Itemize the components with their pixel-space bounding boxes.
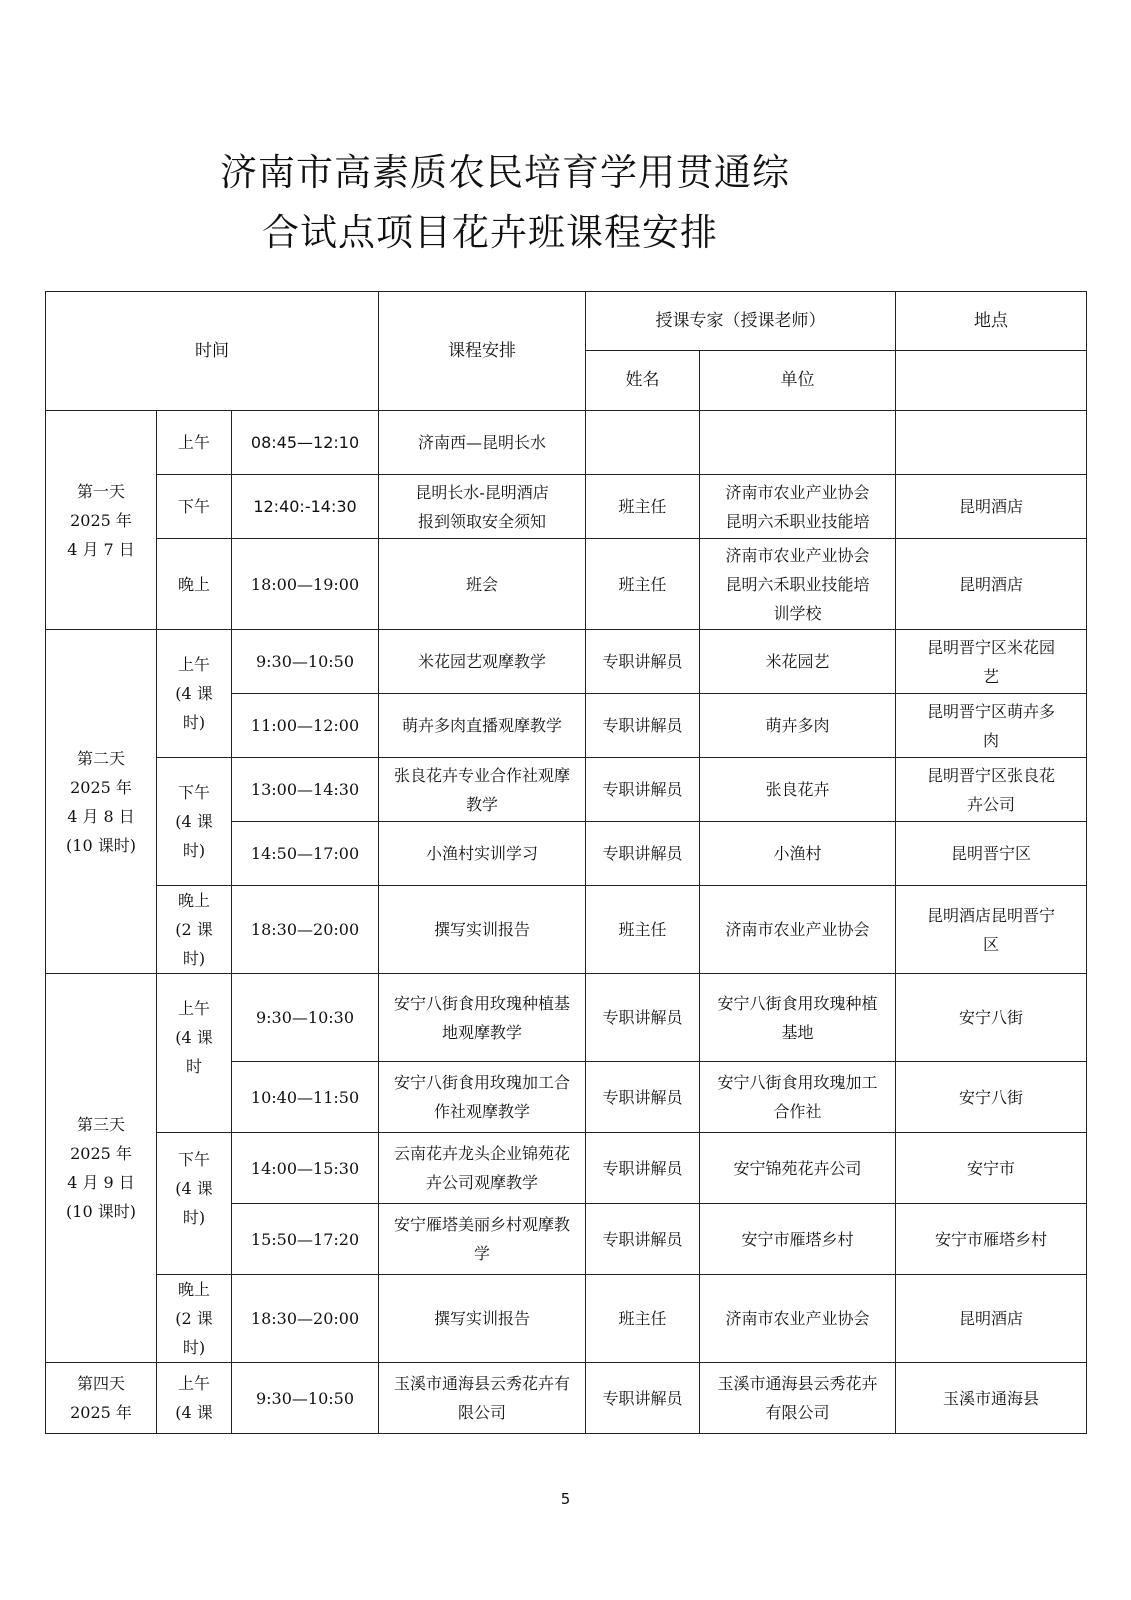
course-cell: 撰写实训报告 [379,886,586,974]
name-cell: 班主任 [586,886,700,974]
day-label: 第四天 2025 年 [46,1363,157,1434]
table-row [46,411,1087,475]
period-cell: 上午 [157,411,232,475]
location-cell: 安宁八街 [896,974,1087,1062]
course-cell: 昆明长水-昆明酒店 报到领取安全须知 [379,475,586,539]
location-cell: 安宁八街 [896,1062,1087,1133]
time-cell: 9:30—10:50 [232,630,379,694]
name-cell: 专职讲解员 [586,1133,700,1204]
location-cell: 昆明酒店 [896,1275,1087,1363]
period-cell: 晚上 (2 课 时) [157,886,232,974]
day-label: 第一天 2025 年 4 月 7 日 [46,411,157,630]
table-row [46,630,1087,694]
table-row [46,974,1087,1062]
document-title-line2: 合试点项目花卉班课程安排 [262,211,718,254]
unit-cell: 安宁市雁塔乡村 [700,1204,896,1275]
table-row [46,758,1087,822]
header-time: 时间 [46,292,379,411]
unit-cell: 玉溪市通海县云秀花卉 有限公司 [700,1363,896,1434]
table-row [46,539,1087,630]
day-label: 第二天 2025 年 4 月 8 日 (10 课时) [46,630,157,974]
course-cell: 安宁雁塔美丽乡村观摩教 学 [379,1204,586,1275]
unit-cell: 安宁八街食用玫瑰种植 基地 [700,974,896,1062]
time-cell: 13:00—14:30 [232,758,379,822]
time-cell: 12:40:-14:30 [232,475,379,539]
period-cell: 下午 (4 课 时) [157,758,232,886]
unit-cell: 济南市农业产业协会 昆明六禾职业技能培 训学校 [700,539,896,630]
time-cell: 9:30—10:30 [232,974,379,1062]
day-label: 第三天 2025 年 4 月 9 日 (10 课时) [46,974,157,1363]
page-number: 5 [560,1490,571,1508]
header-location: 地点 [896,292,1087,351]
location-cell [896,411,1087,475]
table-row [46,886,1087,974]
name-cell: 专职讲解员 [586,974,700,1062]
course-cell: 班会 [379,539,586,630]
header-name: 姓名 [586,351,700,411]
table-row [46,1133,1087,1204]
period-cell: 晚上 [157,539,232,630]
name-cell: 专职讲解员 [586,694,700,758]
course-cell: 玉溪市通海县云秀花卉有 限公司 [379,1363,586,1434]
location-cell: 昆明晋宁区萌卉多 肉 [896,694,1087,758]
location-cell: 安宁市雁塔乡村 [896,1204,1087,1275]
course-cell: 安宁八街食用玫瑰种植基 地观摩教学 [379,974,586,1062]
location-cell: 昆明酒店 [896,539,1087,630]
time-cell: 11:00—12:00 [232,694,379,758]
table-row [46,1363,1087,1434]
location-cell: 玉溪市通海县 [896,1363,1087,1434]
period-cell: 上午 (4 课 [157,1363,232,1434]
period-cell: 下午 [157,475,232,539]
course-cell: 济南西—昆明长水 [379,411,586,475]
course-cell: 米花园艺观摩教学 [379,630,586,694]
unit-cell: 济南市农业产业协会 昆明六禾职业技能培 [700,475,896,539]
name-cell: 专职讲解员 [586,822,700,886]
time-cell: 08:45—12:10 [232,411,379,475]
course-cell: 小渔村实训学习 [379,822,586,886]
course-cell: 安宁八街食用玫瑰加工合 作社观摩教学 [379,1062,586,1133]
period-cell: 下午 (4 课 时) [157,1133,232,1275]
header-expert: 授课专家（授课老师） [586,292,896,351]
time-cell: 10:40—11:50 [232,1062,379,1133]
location-cell: 昆明酒店 [896,475,1087,539]
document-title-line1: 济南市高素质农民培育学用贯通综 [220,151,790,194]
location-cell: 昆明晋宁区 [896,822,1087,886]
name-cell: 专职讲解员 [586,1363,700,1434]
time-cell: 15:50—17:20 [232,1204,379,1275]
course-schedule-table [45,291,1087,1434]
location-cell: 昆明晋宁区米花园 艺 [896,630,1087,694]
period-cell: 晚上 (2 课 时) [157,1275,232,1363]
unit-cell: 米花园艺 [700,630,896,694]
table-row [46,475,1087,539]
course-cell: 萌卉多肉直播观摩教学 [379,694,586,758]
time-cell: 18:30—20:00 [232,1275,379,1363]
unit-cell: 济南市农业产业协会 [700,1275,896,1363]
location-cell: 昆明晋宁区张良花 卉公司 [896,758,1087,822]
name-cell: 班主任 [586,1275,700,1363]
time-cell: 9:30—10:50 [232,1363,379,1434]
period-cell: 上午 (4 课 时) [157,630,232,758]
name-cell: 专职讲解员 [586,1204,700,1275]
unit-cell [700,411,896,475]
period-cell: 上午 (4 课 时 [157,974,232,1133]
unit-cell: 张良花卉 [700,758,896,822]
name-cell: 专职讲解员 [586,630,700,694]
header-location-blank [896,351,1087,411]
name-cell: 班主任 [586,539,700,630]
header-unit: 单位 [700,351,896,411]
header-course: 课程安排 [379,292,586,411]
name-cell: 专职讲解员 [586,1062,700,1133]
unit-cell: 安宁锦苑花卉公司 [700,1133,896,1204]
name-cell: 班主任 [586,475,700,539]
unit-cell: 小渔村 [700,822,896,886]
time-cell: 18:30—20:00 [232,886,379,974]
location-cell: 昆明酒店昆明晋宁 区 [896,886,1087,974]
time-cell: 14:00—15:30 [232,1133,379,1204]
course-cell: 撰写实训报告 [379,1275,586,1363]
unit-cell: 济南市农业产业协会 [700,886,896,974]
course-cell: 云南花卉龙头企业锦苑花 卉公司观摩教学 [379,1133,586,1204]
name-cell: 专职讲解员 [586,758,700,822]
course-cell: 张良花卉专业合作社观摩 教学 [379,758,586,822]
name-cell [586,411,700,475]
table-row [46,1275,1087,1363]
time-cell: 18:00—19:00 [232,539,379,630]
unit-cell: 安宁八街食用玫瑰加工 合作社 [700,1062,896,1133]
location-cell: 安宁市 [896,1133,1087,1204]
time-cell: 14:50—17:00 [232,822,379,886]
unit-cell: 萌卉多肉 [700,694,896,758]
